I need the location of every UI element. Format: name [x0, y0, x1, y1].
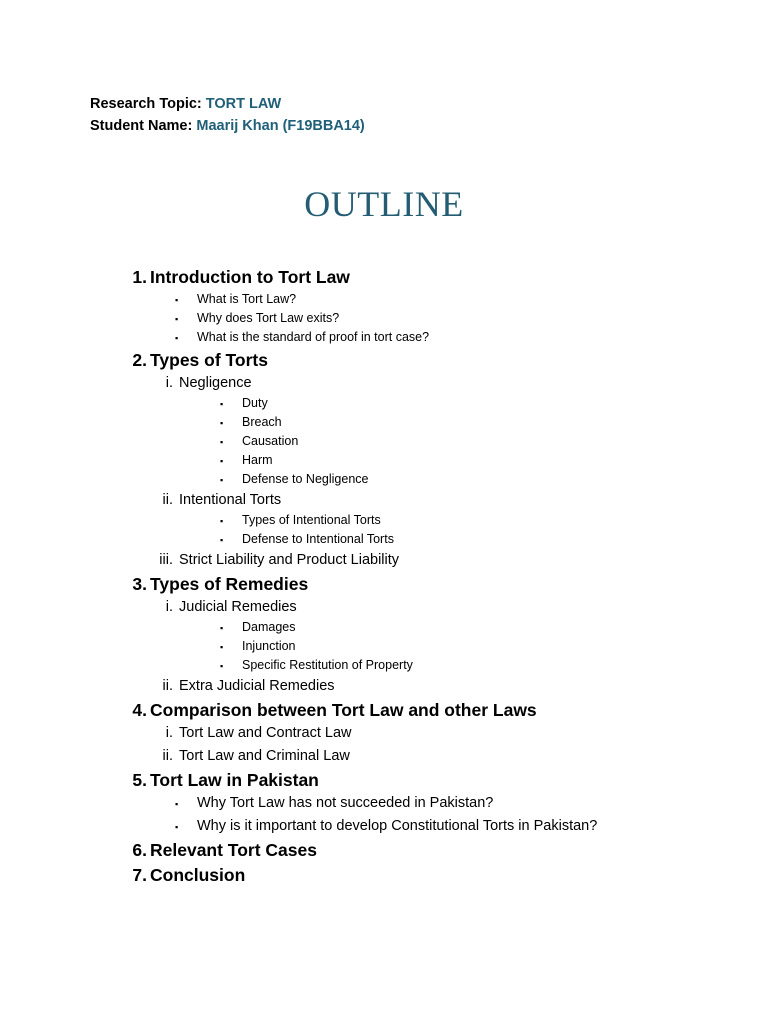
section-title: Conclusion — [150, 865, 246, 885]
bullet-text: Causation — [242, 434, 299, 448]
section-title: Relevant Tort Cases — [150, 840, 317, 860]
subsection-number: i. — [165, 725, 173, 741]
bullet-icon: ▪ — [220, 475, 224, 485]
bullet-icon: ▪ — [175, 314, 179, 324]
bullet-text: Types of Intentional Torts — [242, 513, 381, 527]
subsection-title: Tort Law and Criminal Law — [179, 748, 350, 764]
subsection-number: ii. — [162, 492, 173, 508]
bullet-text: Harm — [242, 453, 273, 467]
bullet-icon: ▪ — [220, 437, 224, 447]
bullet-icon: ▪ — [220, 661, 224, 671]
bullet-icon: ▪ — [220, 418, 224, 428]
subsection-title: Extra Judicial Remedies — [179, 678, 335, 694]
bullet-text: What is the standard of proof in tort case? — [197, 330, 430, 344]
bullet-text: Duty — [242, 396, 268, 410]
bullet-icon: ▪ — [220, 535, 224, 545]
subsection-number: ii. — [162, 678, 173, 694]
bullet-icon: ▪ — [175, 822, 179, 832]
bullet-text: Injunction — [242, 639, 296, 653]
section-title: Types of Torts — [150, 350, 268, 370]
bullet-text: Why does Tort Law exits? — [197, 311, 340, 325]
bullet-text: Breach — [242, 415, 282, 429]
subsection-title: Negligence — [179, 375, 252, 391]
section-number: 5. — [132, 770, 147, 790]
subsection-title: Intentional Torts — [179, 492, 282, 508]
bullet-text: What is Tort Law? — [197, 292, 297, 306]
research-topic-value: TORT LAW — [205, 96, 282, 112]
student-name-line — [90, 118, 365, 134]
section-number: 3. — [132, 574, 147, 594]
student-name-label: Student Name: — [90, 118, 193, 134]
subsection-number: i. — [165, 375, 173, 391]
bullet-icon: ▪ — [220, 623, 224, 633]
bullet-text: Why Tort Law has not succeeded in Pakistan? — [197, 795, 494, 811]
section-number: 4. — [132, 700, 147, 720]
student-name-value: Maarij Khan (F19BBA14) — [196, 118, 365, 134]
section-title: Types of Remedies — [150, 574, 309, 594]
section-title: Comparison between Tort Law and other Laws — [150, 700, 537, 720]
subsection-title: Strict Liability and Product Liability — [179, 552, 400, 568]
subsection-number: ii. — [162, 748, 173, 764]
section-title: Tort Law in Pakistan — [150, 770, 319, 790]
subsection-title: Tort Law and Contract Law — [179, 725, 352, 741]
bullet-icon: ▪ — [220, 399, 224, 409]
subsection-number: iii. — [159, 552, 173, 568]
section-number: 6. — [132, 840, 147, 860]
bullet-icon: ▪ — [175, 295, 179, 305]
bullet-text: Why is it important to develop Constitutional Torts in Pakistan? — [197, 818, 598, 834]
bullet-text: Defense to Intentional Torts — [242, 532, 394, 546]
research-topic-line — [90, 96, 281, 112]
bullet-icon: ▪ — [175, 799, 179, 809]
subsection-number: i. — [165, 599, 173, 615]
subsection-title: Judicial Remedies — [179, 599, 297, 615]
bullet-text: Defense to Negligence — [242, 472, 369, 486]
bullet-icon: ▪ — [220, 456, 224, 466]
bullet-text: Damages — [242, 620, 296, 634]
bullet-icon: ▪ — [175, 333, 179, 343]
section-number: 1. — [132, 267, 147, 287]
page-title: OUTLINE — [304, 184, 464, 224]
research-topic-label: Research Topic: — [90, 96, 202, 112]
bullet-text: Specific Restitution of Property — [242, 658, 413, 672]
section-title: Introduction to Tort Law — [150, 267, 350, 287]
bullet-icon: ▪ — [220, 642, 224, 652]
section-number: 2. — [132, 350, 147, 370]
section-number: 7. — [132, 865, 147, 885]
bullet-icon: ▪ — [220, 516, 224, 526]
